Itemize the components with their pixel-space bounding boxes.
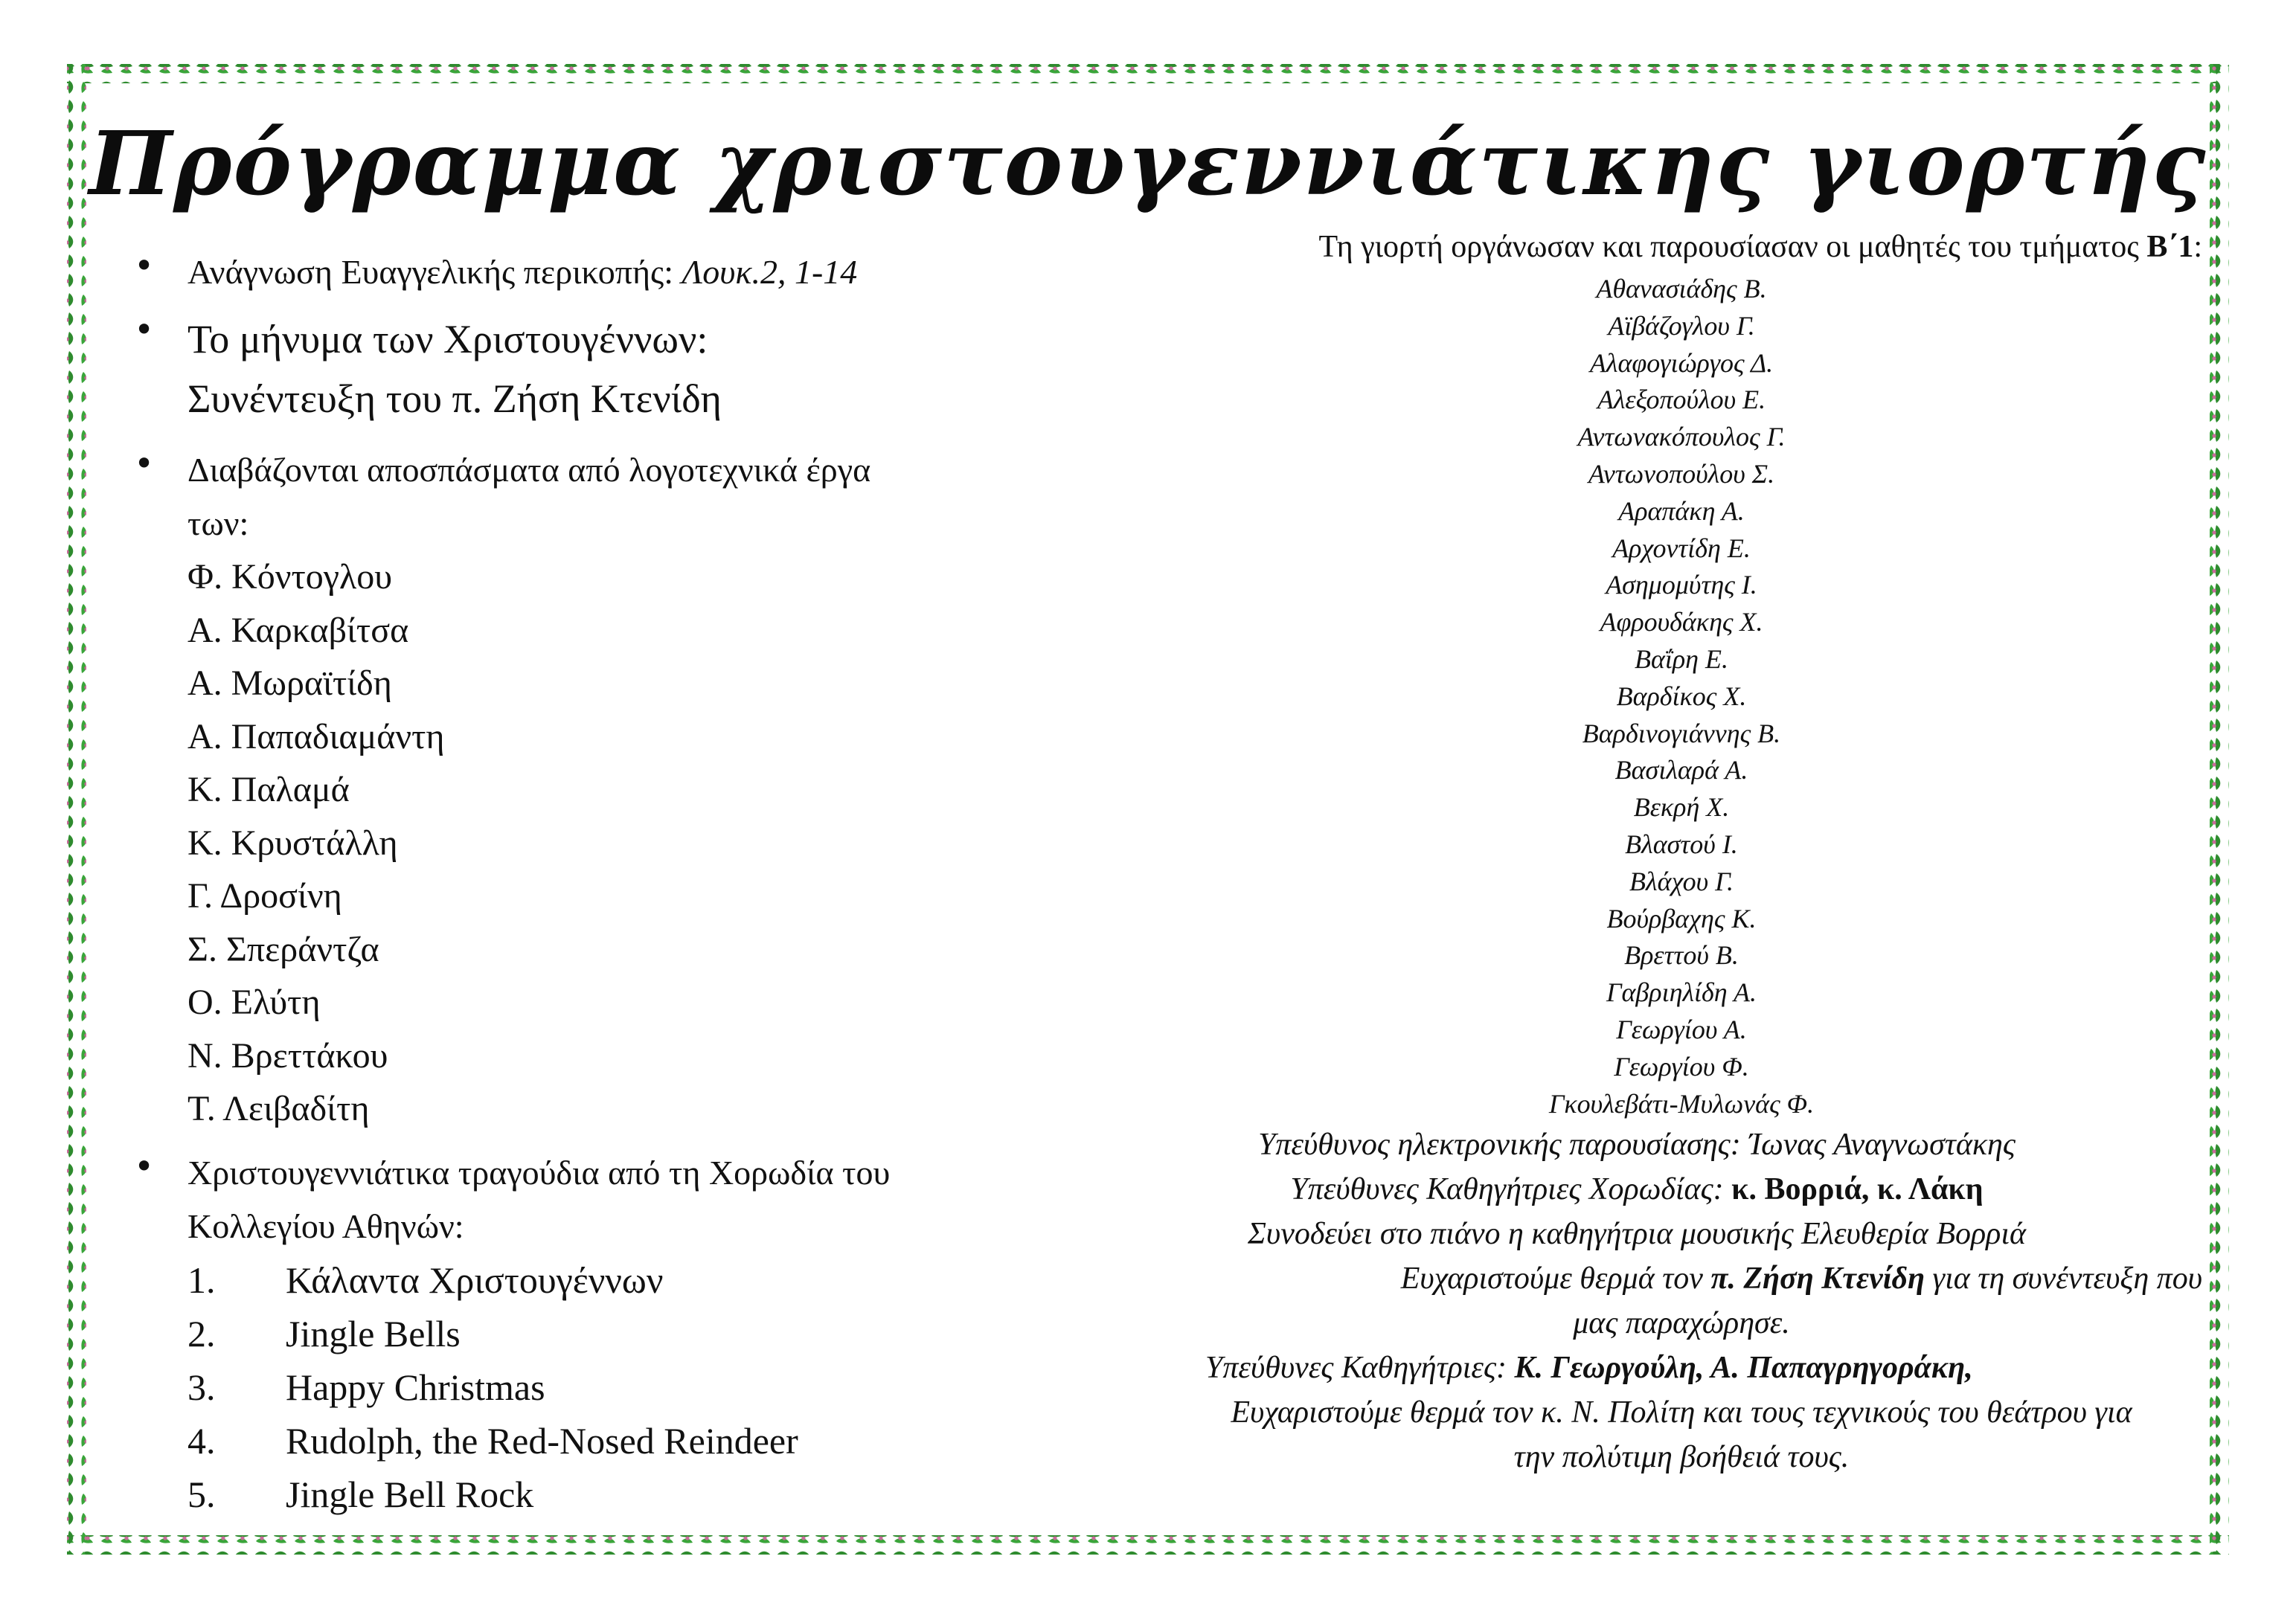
student-name: Αφρουδάκης Χ. [1600,607,1763,637]
author-item: Α. Παπαδιαμάντη [187,716,445,756]
thanks-interview: Ευχαριστούμε θερμά τον π. Ζήση Κτενίδη για τη συνέντευξη που [1400,1262,2202,1296]
choir-teachers: κ. Βορριά, κ. Λάκη [1731,1172,1984,1207]
readings-line-2: των: [187,504,249,542]
author-item: Κ. Κρυστάλλη [187,823,398,863]
student-name: Βεκρή Χ. [1633,792,1730,823]
author-item: Κ. Παλαμά [187,770,350,809]
reading-reference: Λουκ.2, 1-14 [682,253,858,291]
songs-line-1: • Χριστουγεννιάτικα τραγούδια από τη Χορωδία του [187,1153,891,1192]
program-item-reading [134,245,1138,299]
choir-credit: Υπεύθυνες Καθηγήτριες Χορωδίας: κ. Βορριά, κ. Λάκη [1290,1172,1984,1207]
holly-border-bottom [67,1535,2229,1555]
student-name: Αρχοντίδη Ε. [1612,533,1751,563]
thanks-interview-line-2: μας παραχώρησε. [1573,1306,1790,1341]
credits-block [1161,1122,2202,1479]
songs-line-2: Κολλεγίου Αθηνών: [187,1206,464,1245]
student-name: Γκουλεβάτι-Μυλωνάς Φ. [1548,1088,1815,1119]
author-item: Ν. Βρεττάκου [187,1035,388,1076]
song-list [134,1253,1138,1521]
reading-text: Ανάγνωση Ευαγγελικής περικοπής: [187,253,682,291]
student-name: Αθανασιάδης Β. [1596,274,1767,303]
student-name: Βαρδινογιάννης Β. [1582,718,1781,748]
student-name: Βασιλαρά Α. [1614,755,1748,785]
student-name: Αλεξοπούλου Ε. [1597,385,1766,415]
author-item: Α. Καρκαβίτσα [187,610,409,650]
piano-credit: Συνοδεύει στο πιάνο η καθηγήτρια μουσικής Ελευθερία Βορριά [1247,1217,2027,1252]
thanks-theatre-line-2: την πολύτιμη βοήθειά τους. [1513,1440,1850,1475]
student-name: Γαβριηλίδη Α. [1606,977,1757,1008]
author-item: Φ. Κόντογλου [187,557,392,597]
message-line-2: Συνέντευξη του π. Ζήση Κτενίδη [187,376,722,421]
program-list [134,245,1138,1521]
student-name: Αλαφογιώργος Δ. [1589,347,1774,378]
student-name: Αντωνοπούλου Σ. [1588,458,1775,489]
student-name: Βούρβαχης Κ. [1606,903,1757,933]
student-name: Βρεττού Β. [1624,940,1739,971]
song-item: 5. Jingle Bell Rock [187,1473,534,1515]
student-name: Αραπάκη Α. [1618,495,1745,526]
song-item: 3. Happy Christmas [187,1366,545,1408]
organizers-section [1161,223,2202,1479]
author-item: Ο. Ελύτη [187,983,321,1022]
teachers-credit: Υπεύθυνες Καθηγήτριες: Κ. Γεωργούλη, Α. Παπαγρηγοράκη, [1205,1351,1973,1386]
thanks-theatre: Ευχαριστούμε θερμά τον κ. Ν. Πολίτη και τους τεχνικούς του θεάτρου για [1231,1395,2132,1430]
program-item-readings [134,443,1138,550]
program-item-message [134,309,1138,428]
song-item: 2. Jingle Bells [187,1312,461,1354]
author-item: Τ. Λειβαδίτη [187,1089,370,1128]
readings-line-1: • Διαβάζονται αποσπάσματα από λογοτεχνικά έργα [187,451,871,489]
interviewee-name: π. Ζήση Κτενίδη [1710,1262,1925,1296]
message-line-1: • Το μήνυμα των Χριστουγέννων: [187,317,708,361]
author-item: Γ. Δροσίνη [187,876,342,916]
student-name: Αντωνακόπουλος Γ. [1577,422,1786,452]
author-list [134,550,1138,1136]
class-name: Β΄1 [2146,230,2194,264]
responsible-teachers: Κ. Γεωργούλη, Α. Παπαγρηγοράκη, [1514,1351,1973,1386]
student-name: Ασημομύτης Ι. [1606,570,1757,600]
author-item: Α. Μωραϊτίδη [187,663,392,703]
student-name: Αϊβάζογλου Γ. [1608,310,1755,341]
holly-border-top [67,64,2229,83]
student-name: Βλαστού Ι. [1625,829,1738,859]
student-name: Βαρδίκος Χ. [1616,681,1747,711]
program-item-songs [134,1146,1138,1253]
holly-border-right [2210,64,2229,1555]
student-name: Βαΐρη Ε. [1634,643,1729,674]
presentation-credit: Υπεύθυνος ηλεκτρονικής παρουσίασης: Ίωνας Αναγνωστάκης [1258,1128,2016,1163]
student-list [1161,271,2202,1122]
page-title: Πρόγραμμα χριστουγεννιάτικης γιορτής [89,112,2207,215]
student-name: Γεωργίου Α. [1616,1014,1747,1044]
organizers-intro: Τη γιορτή οργάνωσαν και παρουσίασαν οι μαθητές του τμήματος Β΄1: [1318,230,2202,264]
song-item: 1. Κάλαντα Χριστουγέννων [187,1259,664,1301]
student-name: Βλάχου Γ. [1629,866,1734,896]
song-item: 4. Rudolph, the Red-Nosed Reindeer [187,1419,798,1462]
student-name: Γεωργίου Φ. [1614,1051,1749,1082]
holly-border-left [67,64,86,1555]
author-item: Σ. Σπεράντζα [187,929,379,969]
